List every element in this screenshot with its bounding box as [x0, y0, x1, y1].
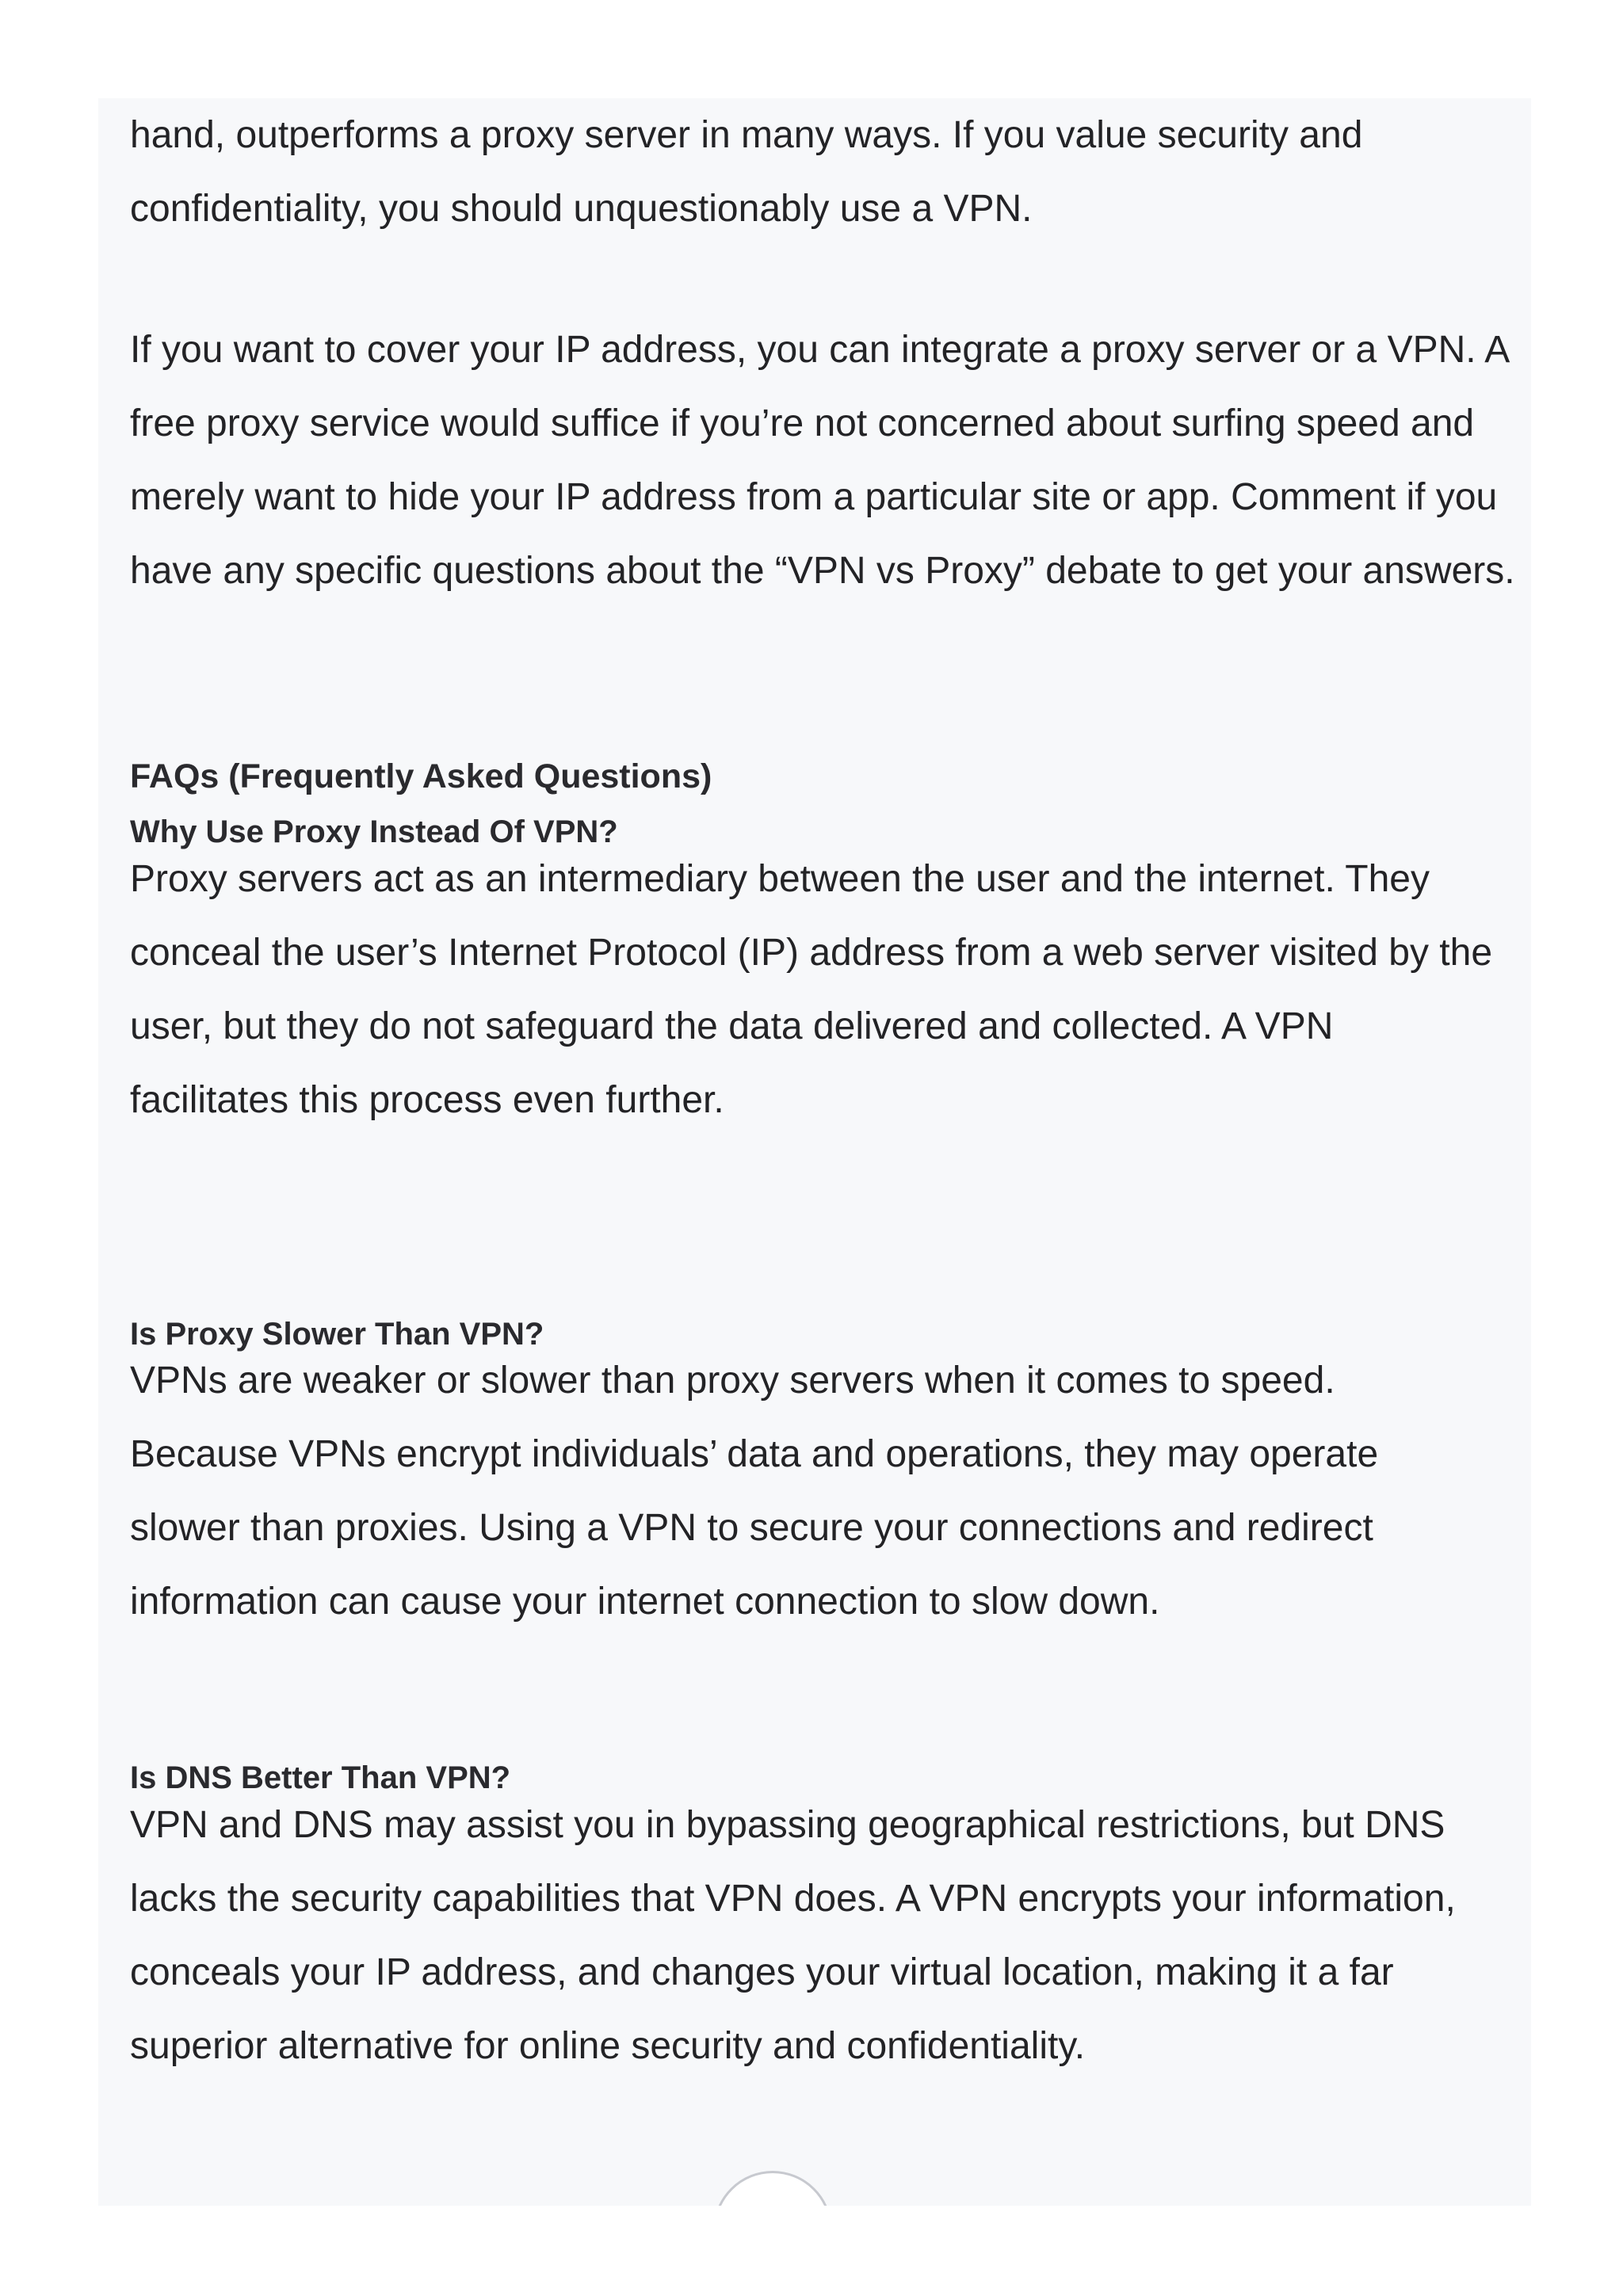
faq-question: Is Proxy Slower Than VPN? [130, 1317, 544, 1352]
scroll-to-top-button[interactable] [713, 2171, 832, 2206]
article-panel [98, 98, 1531, 2206]
faq-question: Is DNS Better Than VPN? [130, 1760, 511, 1795]
faq-heading: FAQs (Frequently Asked Questions) [130, 757, 712, 795]
faq-answer: VPN and DNS may assist you in bypassing geographical restrictions, but DNS lacks the security capabilities that VPN does. A VPN encrypts your information, conceals your IP address, and changes your virtual location, making it a far superior alternative for online security and confidentiality. [130, 1804, 1456, 2067]
intro-paragraph: hand, outperforms a proxy server in many ways. If you value security and confidentiality, you should unquestionably use a VPN. [130, 114, 1363, 230]
intro-paragraph: If you want to cover your IP address, you can integrate a proxy server or a VPN. A free proxy service would suffice if you’re not concerned about surfing speed and merely want to hide your IP address from a particular site or app. Comment if you have any specific questions about the “VPN vs Proxy” debate to get your answers. [130, 329, 1515, 592]
faq-answer: VPNs are weaker or slower than proxy servers when it comes to speed. Because VPNs encrypt individuals’ data and operations, they may operate slower than proxies. Using a VPN to secure your connections and redirect information can cause your internet connection to slow down. [130, 1360, 1379, 1623]
faq-answer: Proxy servers act as an intermediary between the user and the internet. They conceal the user’s Internet Protocol (IP) address from a web server visited by the user, but they do not safeguard the data delivered and collected. A VPN facilitates this process even further. [130, 858, 1493, 1121]
faq-question: Why Use Proxy Instead Of VPN? [130, 814, 618, 849]
chevron-up-icon [755, 2205, 795, 2206]
